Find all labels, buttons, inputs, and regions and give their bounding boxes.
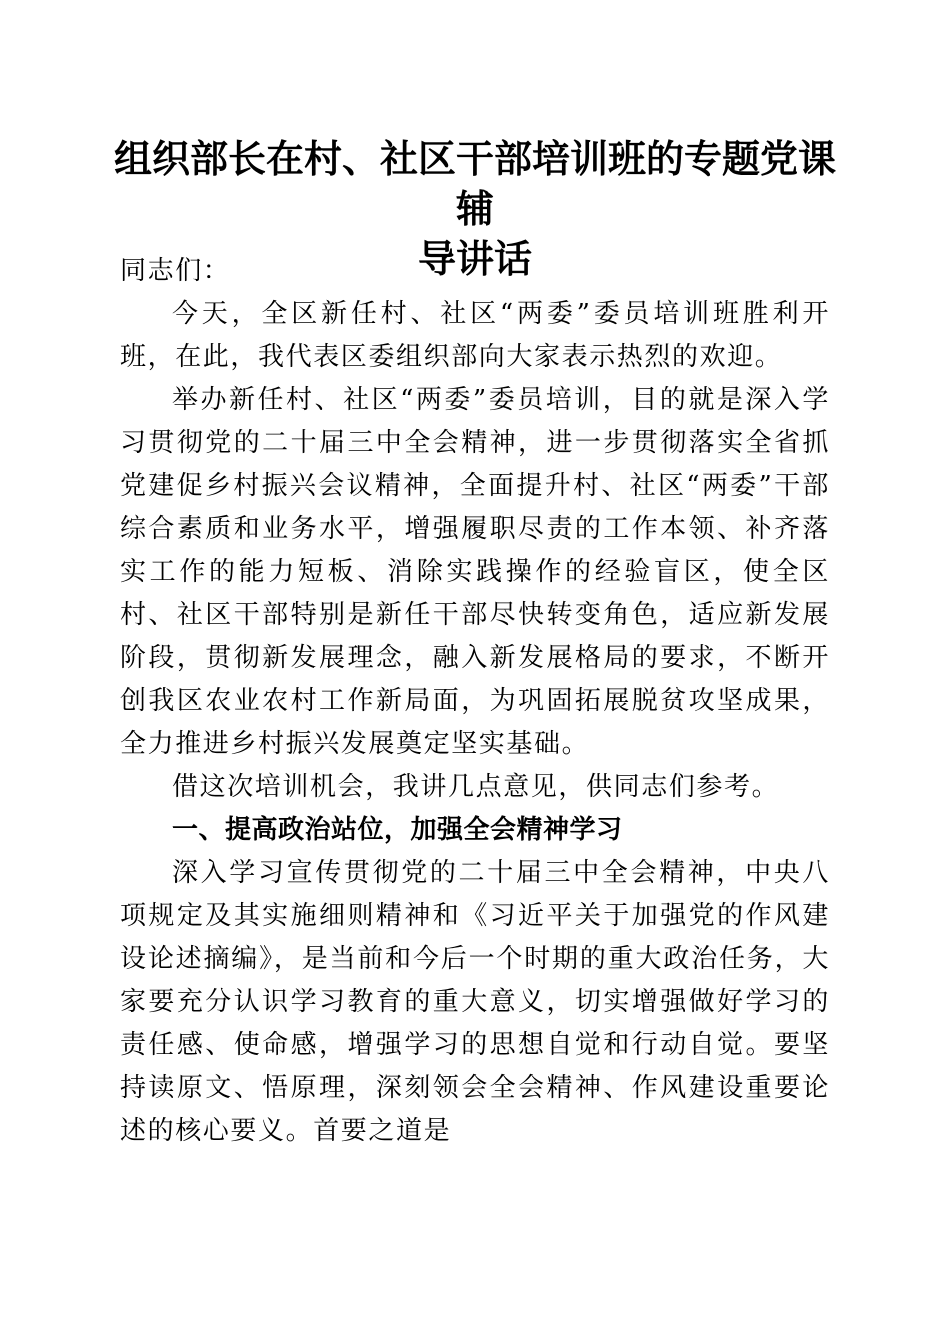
title-line-2: 导讲话 <box>417 236 532 281</box>
section-1-paragraph: 深入学习宣传贯彻党的二十届三中全会精神，中央八项规定及其实施细则精神和《习近平关于加强党的作风建设论述摘编》，是当前和今后一个时期的重大政治任务，大家要充分认识学习教育的重大意义，切实增强做好学习的责任感、使命感，增强学习的思想自觉和行动自觉。要坚持读原文、悟原理，深刻领会全会精神、作风建设重要论述的核心要义。首要之道是 <box>120 858 830 1146</box>
paragraph-transition: 借这次培训机会，我讲几点意见，供同志们参考。 <box>172 772 780 802</box>
title-line-1: 组织部长在村、社区干部培训班的专题党课辅 <box>113 136 836 231</box>
salutation: 同志们： <box>120 256 231 286</box>
paragraph-purpose: 举办新任村、社区“两委”委员培训，目的就是深入学习贯彻党的二十届三中全会精神，进一步贯彻落实全省抓党建促乡村振兴会议精神，全面提升村、社区“两委”干部综合素质和业务水平，增强履职尽责的工作本领、补齐落实工作的能力短板、消除实践操作的经验盲区，使全区村、社区干部特别是新任干部尽快转变角色，适应新发展阶段，贯彻新发展理念，融入新发展格局的要求，不断开创我区农业农村工作新局面，为巩固拓展脱贫攻坚成果，全力推进乡村振兴发展奠定坚实基础。 <box>120 385 830 759</box>
section-heading-1: 一、提高政治站位，加强全会精神学习 <box>172 815 623 845</box>
paragraph-opening: 今天，全区新任村、社区“两委”委员培训班胜利开班，在此，我代表区委组织部向大家表示热烈的欢迎。 <box>120 299 830 372</box>
document-body <box>120 250 830 1153</box>
